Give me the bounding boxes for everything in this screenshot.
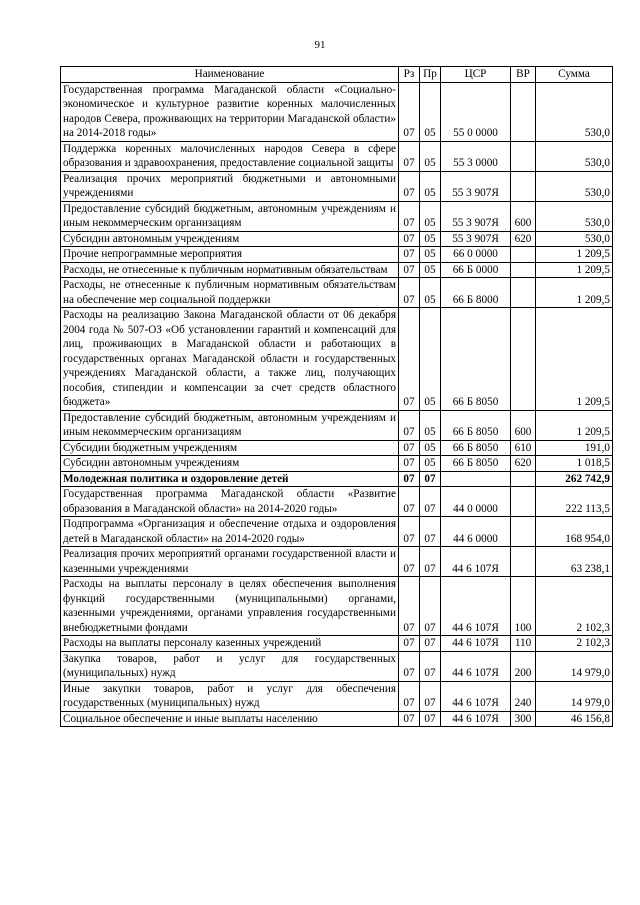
cell-rz: 07 bbox=[399, 577, 420, 636]
cell-rz: 07 bbox=[399, 171, 420, 201]
cell-sum: 1 209,5 bbox=[536, 308, 613, 411]
cell-pr: 05 bbox=[420, 82, 441, 141]
cell-sum: 1 209,5 bbox=[536, 262, 613, 278]
cell-csr: 55 0 0000 bbox=[441, 82, 511, 141]
cell-csr: 66 Б 8050 bbox=[441, 456, 511, 472]
column-header-pr: Пр bbox=[420, 67, 441, 83]
cell-sum: 63 238,1 bbox=[536, 547, 613, 577]
cell-sum: 530,0 bbox=[536, 171, 613, 201]
cell-vr bbox=[511, 141, 536, 171]
cell-csr: 44 6 107Я bbox=[441, 681, 511, 711]
cell-name: Расходы на выплаты персоналу в целях обеспечения выполнения функций государственными (муниципальными) органами, казенными учреждениями, органами управления государственными внебюджетными фондами bbox=[61, 577, 399, 636]
table-row bbox=[61, 201, 613, 231]
cell-pr: 07 bbox=[420, 681, 441, 711]
cell-rz: 07 bbox=[399, 456, 420, 472]
table-body bbox=[61, 82, 613, 727]
cell-vr: 600 bbox=[511, 201, 536, 231]
table-row bbox=[61, 247, 613, 263]
cell-pr: 05 bbox=[420, 247, 441, 263]
cell-name: Расходы, не отнесенные к публичным нормативным обязательствам bbox=[61, 262, 399, 278]
cell-vr bbox=[511, 547, 536, 577]
table-row bbox=[61, 456, 613, 472]
table-row bbox=[61, 278, 613, 308]
table-row bbox=[61, 308, 613, 411]
cell-name: Подпрограмма «Организация и обеспечение отдыха и оздоровления детей в Магаданской области» на 2014-2020 годы» bbox=[61, 517, 399, 547]
table-row bbox=[61, 410, 613, 440]
cell-vr bbox=[511, 247, 536, 263]
cell-csr bbox=[441, 471, 511, 487]
cell-pr: 05 bbox=[420, 456, 441, 472]
cell-pr: 07 bbox=[420, 711, 441, 727]
cell-vr bbox=[511, 308, 536, 411]
cell-csr: 44 6 107Я bbox=[441, 547, 511, 577]
cell-pr: 05 bbox=[420, 262, 441, 278]
cell-pr: 07 bbox=[420, 547, 441, 577]
table-row bbox=[61, 440, 613, 456]
page-number: 91 bbox=[314, 39, 326, 51]
cell-name: Предоставление субсидий бюджетным, автономным учреждениям и иным некоммерческим организациям bbox=[61, 201, 399, 231]
cell-name: Расходы, не отнесенные к публичным нормативным обязательствам на обеспечение мер социальной поддержки bbox=[61, 278, 399, 308]
cell-rz: 07 bbox=[399, 487, 420, 517]
cell-pr: 05 bbox=[420, 308, 441, 411]
cell-rz: 07 bbox=[399, 141, 420, 171]
cell-vr: 200 bbox=[511, 651, 536, 681]
cell-rz: 07 bbox=[399, 278, 420, 308]
table-row bbox=[61, 231, 613, 247]
cell-rz: 07 bbox=[399, 231, 420, 247]
table-row bbox=[61, 651, 613, 681]
cell-name: Субсидии бюджетным учреждениям bbox=[61, 440, 399, 456]
cell-name: Социальное обеспечение и иные выплаты населению bbox=[61, 711, 399, 727]
cell-vr: 610 bbox=[511, 440, 536, 456]
cell-sum: 2 102,3 bbox=[536, 636, 613, 652]
table-row bbox=[61, 577, 613, 636]
cell-sum: 2 102,3 bbox=[536, 577, 613, 636]
cell-sum: 1 209,5 bbox=[536, 278, 613, 308]
cell-rz: 07 bbox=[399, 440, 420, 456]
cell-csr: 66 Б 8050 bbox=[441, 308, 511, 411]
cell-csr: 55 3 907Я bbox=[441, 171, 511, 201]
cell-name: Государственная программа Магаданской области «Социально-экономическое и культурное развитие коренных малочисленных народов Севера, проживающих на территории Магаданской области» на 2014-2018 годы» bbox=[61, 82, 399, 141]
table-row bbox=[61, 547, 613, 577]
cell-pr: 05 bbox=[420, 440, 441, 456]
cell-rz: 07 bbox=[399, 547, 420, 577]
cell-vr: 620 bbox=[511, 231, 536, 247]
table-row bbox=[61, 262, 613, 278]
cell-sum: 168 954,0 bbox=[536, 517, 613, 547]
cell-pr: 05 bbox=[420, 171, 441, 201]
cell-rz: 07 bbox=[399, 82, 420, 141]
table-row bbox=[61, 171, 613, 201]
cell-name: Молодежная политика и оздоровление детей bbox=[61, 471, 399, 487]
cell-vr: 600 bbox=[511, 410, 536, 440]
cell-name: Поддержка коренных малочисленных народов Севера в сфере образования и здравоохранения, предоставление социальной защиты bbox=[61, 141, 399, 171]
cell-csr: 55 3 907Я bbox=[441, 201, 511, 231]
cell-vr: 300 bbox=[511, 711, 536, 727]
cell-csr: 55 3 0000 bbox=[441, 141, 511, 171]
cell-pr: 05 bbox=[420, 231, 441, 247]
cell-sum: 530,0 bbox=[536, 82, 613, 141]
cell-csr: 55 3 907Я bbox=[441, 231, 511, 247]
cell-sum: 530,0 bbox=[536, 141, 613, 171]
cell-rz: 07 bbox=[399, 681, 420, 711]
cell-sum: 1 209,5 bbox=[536, 410, 613, 440]
column-header-csr: ЦСР bbox=[441, 67, 511, 83]
cell-vr: 240 bbox=[511, 681, 536, 711]
cell-pr: 05 bbox=[420, 278, 441, 308]
cell-vr: 620 bbox=[511, 456, 536, 472]
table-row bbox=[61, 82, 613, 141]
cell-rz: 07 bbox=[399, 247, 420, 263]
cell-csr: 44 6 107Я bbox=[441, 651, 511, 681]
cell-name: Реализация прочих мероприятий бюджетными и автономными учреждениями bbox=[61, 171, 399, 201]
cell-vr bbox=[511, 171, 536, 201]
cell-csr: 44 6 0000 bbox=[441, 517, 511, 547]
cell-csr: 44 6 107Я bbox=[441, 711, 511, 727]
cell-pr: 07 bbox=[420, 471, 441, 487]
cell-sum: 530,0 bbox=[536, 201, 613, 231]
cell-name: Прочие непрограммные мероприятия bbox=[61, 247, 399, 263]
cell-csr: 44 6 107Я bbox=[441, 636, 511, 652]
cell-sum: 1 018,5 bbox=[536, 456, 613, 472]
cell-pr: 07 bbox=[420, 636, 441, 652]
cell-name: Расходы на реализацию Закона Магаданской области от 06 декабря 2004 года № 507-ОЗ «Об установлении гарантий и компенсаций для лиц, проживающих в Магаданской области и работающих в государственных органах Магаданской области и государственных учреждениях Магаданской области, а также лиц, получающих пособия, стипендии и компенсации за счет средств областного бюджета» bbox=[61, 308, 399, 411]
column-header-name: Наименование bbox=[61, 67, 399, 83]
cell-pr: 07 bbox=[420, 487, 441, 517]
table-header-row bbox=[61, 67, 613, 83]
cell-pr: 05 bbox=[420, 410, 441, 440]
table-row bbox=[61, 517, 613, 547]
table-row bbox=[61, 681, 613, 711]
column-header-vr: ВР bbox=[511, 67, 536, 83]
table-row bbox=[61, 471, 613, 487]
table-row bbox=[61, 636, 613, 652]
cell-csr: 66 0 0000 bbox=[441, 247, 511, 263]
column-header-sum: Сумма bbox=[536, 67, 613, 83]
cell-rz: 07 bbox=[399, 651, 420, 681]
cell-csr: 66 Б 0000 bbox=[441, 262, 511, 278]
cell-pr: 05 bbox=[420, 141, 441, 171]
cell-vr bbox=[511, 262, 536, 278]
cell-sum: 222 113,5 bbox=[536, 487, 613, 517]
cell-vr bbox=[511, 278, 536, 308]
cell-csr: 66 Б 8050 bbox=[441, 410, 511, 440]
cell-sum: 1 209,5 bbox=[536, 247, 613, 263]
cell-vr bbox=[511, 487, 536, 517]
cell-sum: 262 742,9 bbox=[536, 471, 613, 487]
cell-rz: 07 bbox=[399, 262, 420, 278]
cell-name: Закупка товаров, работ и услуг для государственных (муниципальных) нужд bbox=[61, 651, 399, 681]
cell-rz: 07 bbox=[399, 636, 420, 652]
cell-vr bbox=[511, 471, 536, 487]
cell-pr: 07 bbox=[420, 577, 441, 636]
cell-rz: 07 bbox=[399, 517, 420, 547]
cell-pr: 07 bbox=[420, 651, 441, 681]
cell-csr: 66 Б 8000 bbox=[441, 278, 511, 308]
cell-sum: 530,0 bbox=[536, 231, 613, 247]
cell-rz: 07 bbox=[399, 711, 420, 727]
cell-name: Субсидии автономным учреждениям bbox=[61, 231, 399, 247]
cell-vr bbox=[511, 517, 536, 547]
column-header-rz: Рз bbox=[399, 67, 420, 83]
cell-rz: 07 bbox=[399, 201, 420, 231]
cell-name: Иные закупки товаров, работ и услуг для обеспечения государственных (муниципальных) нужд bbox=[61, 681, 399, 711]
budget-table bbox=[60, 66, 613, 727]
cell-csr: 44 0 0000 bbox=[441, 487, 511, 517]
table-row bbox=[61, 487, 613, 517]
cell-vr bbox=[511, 82, 536, 141]
cell-csr: 44 6 107Я bbox=[441, 577, 511, 636]
cell-rz: 07 bbox=[399, 410, 420, 440]
cell-sum: 46 156,8 bbox=[536, 711, 613, 727]
cell-name: Реализация прочих мероприятий органами государственной власти и казенными учреждениями bbox=[61, 547, 399, 577]
table-row bbox=[61, 711, 613, 727]
cell-name: Государственная программа Магаданской области «Развитие образования в Магаданской области» на 2014-2020 годы» bbox=[61, 487, 399, 517]
cell-rz: 07 bbox=[399, 471, 420, 487]
cell-rz: 07 bbox=[399, 308, 420, 411]
cell-sum: 191,0 bbox=[536, 440, 613, 456]
cell-name: Субсидии автономным учреждениям bbox=[61, 456, 399, 472]
cell-sum: 14 979,0 bbox=[536, 681, 613, 711]
cell-vr: 110 bbox=[511, 636, 536, 652]
cell-pr: 07 bbox=[420, 517, 441, 547]
cell-vr: 100 bbox=[511, 577, 536, 636]
cell-name: Расходы на выплаты персоналу казенных учреждений bbox=[61, 636, 399, 652]
table-row bbox=[61, 141, 613, 171]
cell-sum: 14 979,0 bbox=[536, 651, 613, 681]
cell-pr: 05 bbox=[420, 201, 441, 231]
cell-name: Предоставление субсидий бюджетным, автономным учреждениям и иным некоммерческим организациям bbox=[61, 410, 399, 440]
cell-csr: 66 Б 8050 bbox=[441, 440, 511, 456]
